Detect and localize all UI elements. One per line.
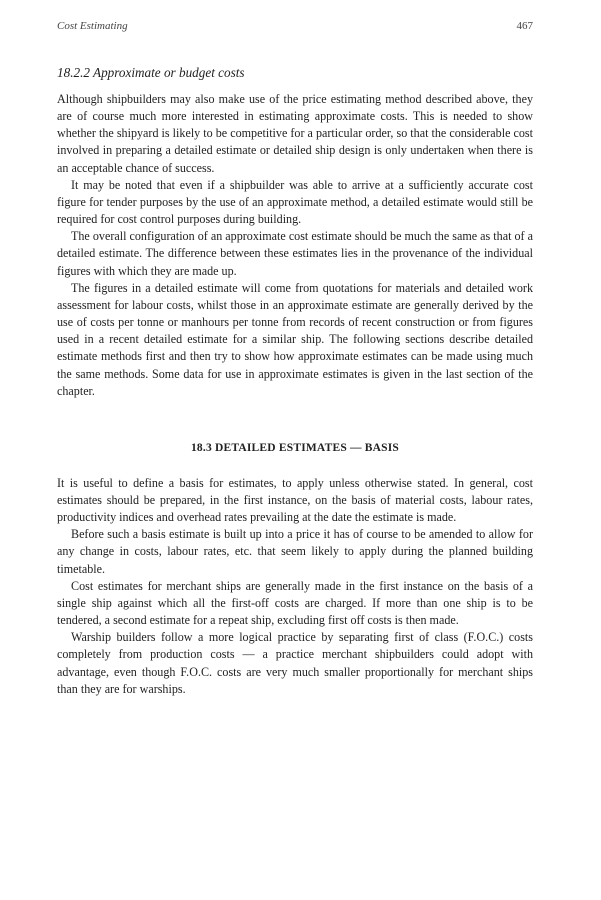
book-page bbox=[57, 20, 533, 698]
paragraph: Although shipbuilders may also make use of the price estimating method described above, they are of course much more interested in estimating approximate costs. This is needed to show whether the shipyard is likely to be competitive for a particular order, so that the considerable cost involved in preparing a detailed estimate or detailed ship design is only undertaken when there is an acceptable chance of success. bbox=[57, 92, 533, 175]
section-heading: 18.3 DETAILED ESTIMATES — BASIS bbox=[190, 441, 400, 454]
running-header bbox=[57, 20, 533, 38]
paragraph: The figures in a detailed estimate will come from quotations for materials and detailed work assessment for labour costs, whilst those in an approximate estimate are generally derived by the use of costs per tonne or manhours per tonne from records of recent construction or from figures used in a recent detailed estimate for a similar ship. The following sections describe detailed estimate methods first and then try to show how approximate estimates can be made using much the same methods. Some data for use in approximate estimates is given in the last section of the chapter. bbox=[57, 280, 533, 398]
paragraph: Cost estimates for merchant ships are generally made in the first instance on the basis of a single ship against which all the first-off costs are charged. If more than one ship is to be tendered, a second estimate for a repeat ship, excluding first off costs is then made. bbox=[57, 578, 533, 628]
paragraph: It is useful to define a basis for estimates, to apply unless otherwise stated. In general, cost estimates should be prepared, in the first instance, on the basis of material costs, labour rates, productivity indices and overhead rates prevailing at the date the estimate is made. bbox=[57, 475, 533, 525]
paragraph: It may be noted that even if a shipbuilder was able to arrive at a sufficiently accurate cost figure for tender purposes by the use of an approximate method, a detailed estimate would still be required for cost control purposes during building. bbox=[57, 177, 533, 227]
paragraph: The overall configuration of an approximate cost estimate should be much the same as that of a detailed estimate. The difference between these estimates lies in the provenance of the individual figures with which they are made up. bbox=[57, 229, 533, 278]
paragraph: Before such a basis estimate is built up into a price it has of course to be amended to allow for any change in costs, labour rates, etc. that seem likely to apply during the planned building timetable. bbox=[57, 527, 533, 576]
paragraph: Warship builders follow a more logical practice by separating first of class (F.O.C.) costs completely from production costs — a practice merchant shipbuilders could adopt with advantage, even though F.O.C. costs are very much smaller proportionally for merchant ships than they are for warships. bbox=[57, 630, 533, 696]
running-title: Cost Estimating bbox=[57, 20, 128, 32]
page-number: 467 bbox=[516, 20, 533, 32]
subsection-heading: 18.2.2 Approximate or budget costs bbox=[57, 65, 245, 80]
